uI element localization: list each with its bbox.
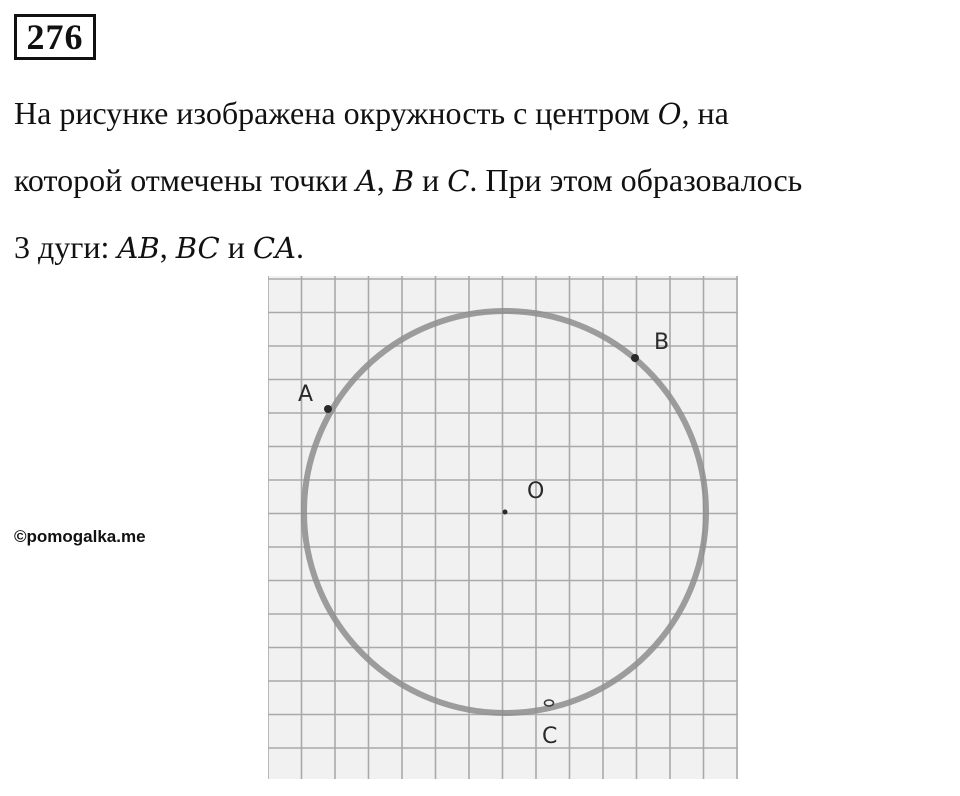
text-fragment: 3 дуги: xyxy=(14,229,118,265)
math-point-a: A xyxy=(355,164,377,198)
math-point-b: B xyxy=(392,164,415,198)
text-fragment: На рисунке изображена окружность с центром xyxy=(14,95,658,131)
text-fragment: . xyxy=(296,229,304,265)
label-o: O xyxy=(527,479,545,504)
problem-line-3 xyxy=(14,214,949,281)
watermark: ©pomogalka.me xyxy=(14,527,146,546)
text-fragment: , xyxy=(376,162,393,198)
text-fragment: и xyxy=(219,229,253,265)
problem-number: 276 xyxy=(14,14,96,60)
text-fragment: которой отмечены точки xyxy=(14,162,356,198)
label-a: A xyxy=(298,382,314,407)
problem-statement xyxy=(14,80,949,281)
label-c: C xyxy=(542,724,558,749)
problem-line-2 xyxy=(14,147,949,214)
circle-figure xyxy=(268,276,738,779)
figure-svg xyxy=(268,276,738,779)
text-fragment: , xyxy=(159,229,176,265)
math-arc-ab: AB xyxy=(117,231,160,265)
problem-line-1 xyxy=(14,80,949,147)
text-fragment: , на xyxy=(681,95,729,131)
point-a xyxy=(324,405,332,413)
math-center-o: O xyxy=(657,97,682,131)
math-point-c: C xyxy=(447,164,470,198)
label-b: B xyxy=(654,330,670,355)
text-fragment: и xyxy=(414,162,448,198)
math-arc-ca: CA xyxy=(252,231,296,265)
math-arc-bc: BC xyxy=(175,231,220,265)
point-b xyxy=(631,354,639,362)
text-fragment: . При этом образовалось xyxy=(469,162,803,198)
point-o xyxy=(503,510,508,515)
